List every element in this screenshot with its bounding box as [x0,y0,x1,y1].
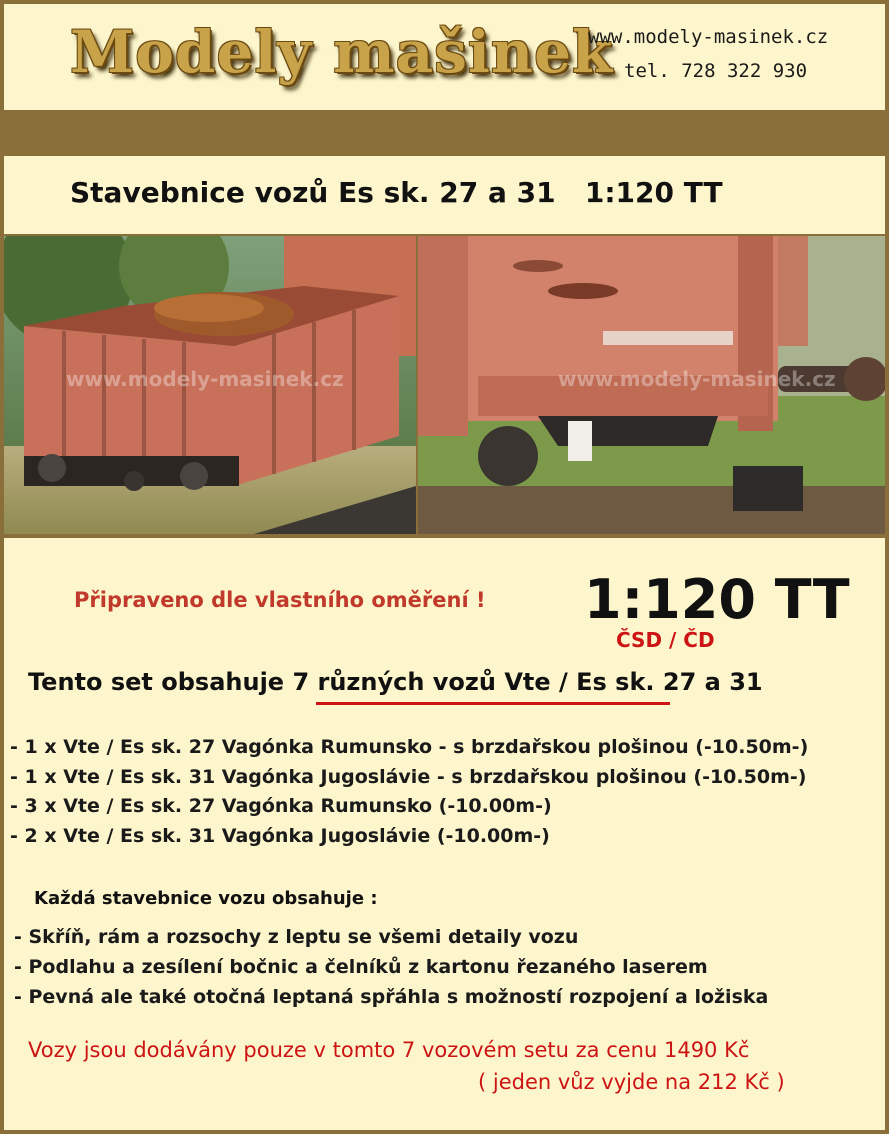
phone-number: tel. 728 322 930 [624,60,808,82]
watermark-left: www.modely-masinek.cz [66,367,344,391]
logo: Modely mašinek [70,18,614,86]
wagon-overview-image [4,236,416,534]
header-banner [4,4,885,110]
watermark-right: www.modely-masinek.cz [558,367,836,391]
title-banner [4,156,885,234]
set-summary-prefix: Tento set obsahuje [28,668,293,696]
kit-heading: Každá stavebnice vozu obsahuje : [34,888,378,909]
price-per-wagon: ( jeden vůz vyjde na 212 Kč ) [478,1070,785,1094]
content-panel [4,538,885,1130]
page-title: Stavebnice vozů Es sk. 27 a 31 1:120 TT [70,176,723,209]
set-summary-emphasis: 7 různých vozů Vte / Es [292,668,607,696]
wagon-photo-overview [4,236,416,534]
list-item: - Skříň, rám a rozsochy z leptu se všemi detaily vozu [14,926,579,948]
wagon-detail-image [418,236,885,534]
emphasis-underline [316,702,670,705]
set-summary [28,668,763,696]
wagon-photo-detail [418,236,885,534]
railway-label: ČSD / ČD [616,628,715,652]
list-item: - 2 x Vte / Es sk. 31 Vagónka Jugoslávie (-10.00m-) [10,824,550,847]
kit-contents-list [14,926,768,1016]
tagline: Připraveno dle vlastního oměření ! [74,588,486,612]
list-item: - Pevná ale také otočná leptaná spřáhla s možností rozpojení a ložiska [14,986,769,1008]
list-item: - 3 x Vte / Es sk. 27 Vagónka Rumunsko (-10.00m-) [10,795,552,817]
scale-label: 1:120 TT [584,568,850,631]
list-item: - 1 x Vte / Es sk. 27 Vagónka Rumunsko - s brzdařskou plošinou (-10.50m-) [10,736,809,758]
list-item: - Podlahu a zesílení bočnic a čelníků z kartonu řezaného laserem [14,956,708,978]
list-item: - 1 x Vte / Es sk. 31 Vagónka Jugoslávie - s brzdařskou plošinou (-10.50m-) [10,765,807,788]
wagon-list [10,736,808,854]
set-summary-suffix: sk. 27 a 31 [606,668,763,696]
website-url[interactable]: www.modely-masinek.cz [588,26,829,48]
price-info: Vozy jsou dodávány pouze v tomto 7 vozovém setu za cenu 1490 Kč [28,1038,750,1062]
